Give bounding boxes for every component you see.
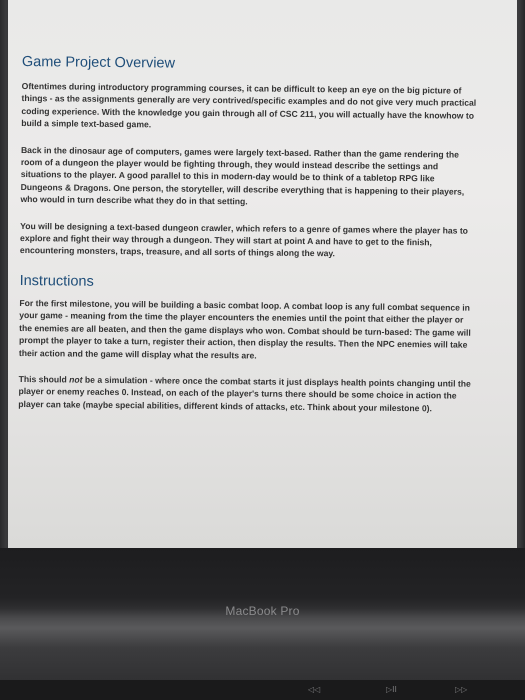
paragraph-intro: Oftentimes during introductory programming courses, it can be difficult to keep an eye on the big picture of things - as the assignments generally are very contrived/specific examples and do not give very much practical coding experience. With the knowledge you gain through all of CSC 211, you will actually have the knowhow to build a simple text-based game. — [21, 80, 477, 130]
play-pause-key-icon[interactable]: ▷II — [386, 685, 397, 694]
emphasis-word: not — [69, 374, 83, 385]
page-title: Game Project Overview — [21, 54, 176, 72]
fast-forward-key-icon[interactable]: ▷▷ — [455, 685, 468, 694]
document-page — [18, 54, 480, 429]
touch-bar-row — [0, 680, 525, 700]
text-run: , which refers to a genre of games where the player has to explore and fight their way through a dungeon. They will start at point A and have to get to the finish, encountering monsters, traps, treasure, and all sorts of things along the way. — [19, 222, 469, 259]
bold-term: dungeon crawler — [162, 222, 232, 233]
text-run: This should — [18, 373, 70, 385]
text-run: You will be designing a text-based — [20, 220, 163, 233]
section-heading-instructions: Instructions — [19, 272, 94, 290]
paragraph-not-simulation — [18, 373, 476, 415]
brand-label: MacBook Pro — [225, 604, 300, 618]
paragraph-milestone: For the first milestone, you will be building a basic combat loop. A combat loop is any full combat sequence in your game - meaning from the time the player encounters the enemies until the point that either the player or the enemies are all beaten, and then the game displays who won. Combat should be turn-based: The game will prompt the player to take a turn, register their action, then display the results. Then the NPC enemies will take their action and the game will display what the results are. — [18, 297, 471, 360]
laptop-bezel — [0, 548, 525, 700]
rewind-key-icon[interactable]: ◁◁ — [308, 685, 321, 694]
text-run: be a simulation - where once the combat starts it just displays health points changing until the player or enemy reaches 0. Instead, on each of the player's turns there should be some choice in action the player can take (maybe special abilities, different kinds of attacks, etc. Think about your milestone 0). — [18, 374, 471, 414]
paragraph-history: Back in the dinosaur age of computers, games were largely text-based. Rather than the game rendering the room of a dungeon the player would be fighting through, they would instead describe the settings and situations to the player. A good parallel to this in modern-day would be to think of a tabletop RPG like Dungeons & Dragons. One person, the storyteller, will describe everything that is happening to their players, who would in turn describe what they do in that setting. — [20, 144, 465, 207]
laptop-screen — [8, 0, 517, 548]
paragraph-dungeon-crawler — [20, 220, 478, 262]
